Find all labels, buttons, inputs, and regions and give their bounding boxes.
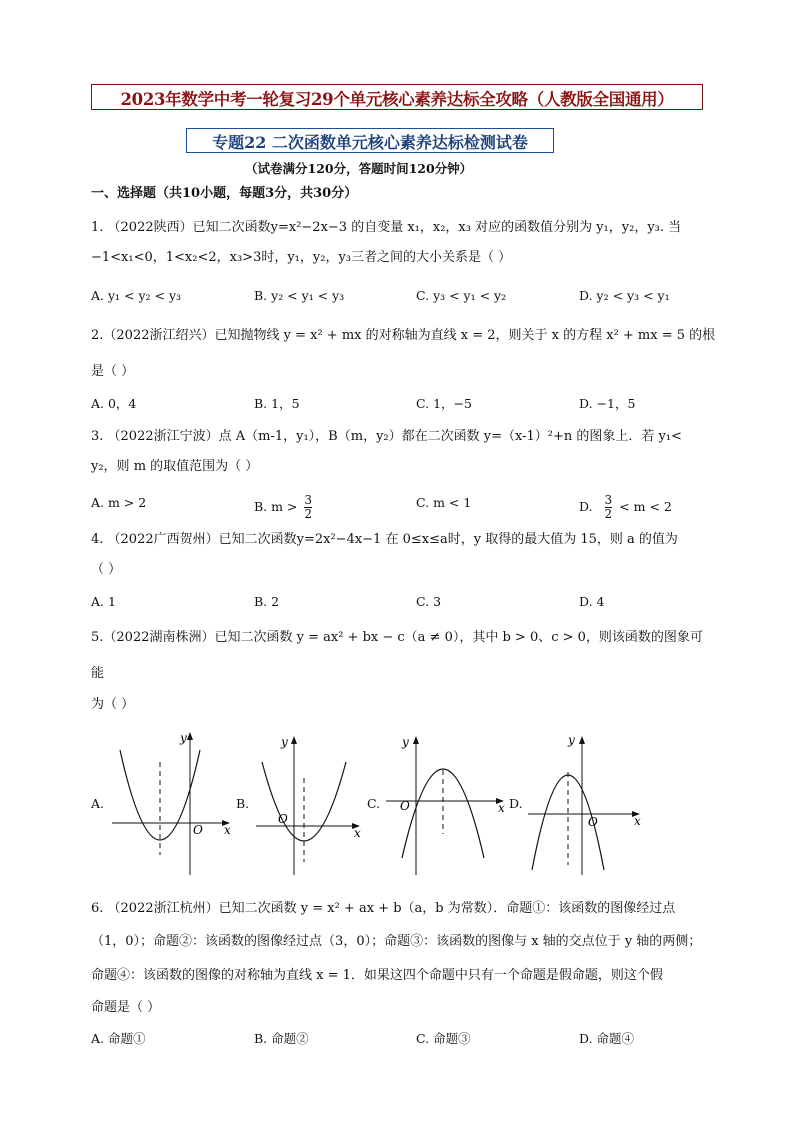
q2-line2: 是（ ） [91,364,135,379]
q1-line2: −1<x₁<0，1<x₂<2，x₃>3时，y₁，y₂，y₃三者之间的大小关系是（ ） [91,250,512,265]
x-axis-label: x [634,814,641,828]
q1-line1: 1. （2022陕西）已知二次函数y=x²−2x−3 的自变量 x₁，x₂，x₃ 对应的函数值分别为 y₁，y₂，y₃. 当 [91,220,682,235]
q6-line3: 命题④：该函数的图像的对称轴为直线 x = 1．如果这四个命题中只有一个命题是假命题，则这个假 [91,968,663,983]
origin-label: O [588,815,598,829]
section-heading: 一、选择题（共10小题，每题3分，共30分） [91,186,358,201]
q3-option-d-prefix: D. [579,499,593,514]
q5-option-d-label[interactable]: D. [509,796,523,811]
q6-line2: （1，0）；命题②：该函数的图像经过点（3，0）；命题③：该函数的图像与 x 轴的交点位于 y 轴的两侧； [91,934,702,949]
q6-option-a[interactable]: A. 命题① [91,1031,146,1046]
q5-option-a-label[interactable]: A. [91,796,105,811]
q1-option-d[interactable]: D. y₂ < y₃ < y₁ [579,288,670,303]
x-axis-label: x [224,823,231,837]
q3-option-c[interactable]: C. m < 1 [416,495,472,510]
q3-option-b-fraction: $\frac{3}{2}$ [304,493,313,521]
q5-line3: 为（ ） [91,697,135,712]
origin-label: O [193,823,203,837]
q3-option-d-suffix: < m < 2 [619,499,672,514]
q1-option-c[interactable]: C. y₃ < y₁ < y₂ [416,288,507,303]
q3-option-a[interactable]: A. m > 2 [91,495,147,510]
q3-line2: y₂，则 m 的取值范围为（ ） [91,459,259,474]
q4-option-b[interactable]: B. 2 [254,594,280,609]
q4-line2: （ ） [91,562,122,577]
q4-option-c[interactable]: C. 3 [416,594,442,609]
y-axis-arrow-icon [187,732,193,740]
q2-option-d[interactable]: D. −1，5 [579,396,636,411]
title-box [91,84,703,110]
q5-line1: 5.（2022湖南株洲）已知二次函数 y = ax² + bx − c（a ≠ 0），其中 b > 0、c > 0，则该函数的图象可 [91,630,703,645]
page-subtitle: 专题22 二次函数单元核心素养达标检测试卷 [212,133,528,152]
origin-label: O [278,812,288,826]
q4-option-d[interactable]: D. 4 [579,594,605,609]
q3-option-b[interactable] [254,494,312,521]
x-axis-label: x [498,801,505,815]
q2-option-c[interactable]: C. 1，−5 [416,396,472,411]
q3-option-d-fraction: $\frac{3}{2}$ [604,493,613,521]
y-axis-arrow-icon [579,736,585,744]
q5-graph-b[interactable] [248,730,368,880]
q5-graph-d[interactable] [522,730,652,880]
origin-label: O [400,799,410,813]
page-title: 2023年数学中考一轮复习29个单元核心素养达标全攻略（人教版全国通用） [120,90,674,109]
q5-graph-a[interactable] [104,730,244,880]
q5-option-b-label[interactable]: B. [236,796,250,811]
q2-option-b[interactable]: B. 1，5 [254,396,300,411]
q3-option-b-prefix: B. m > [254,499,298,514]
q6-option-d[interactable]: D. 命题④ [579,1031,635,1046]
y-axis-arrow-icon [413,736,419,744]
q5-option-c-label[interactable]: C. [367,796,381,811]
q3-option-d[interactable] [579,494,672,521]
q5-graph-c[interactable] [380,730,510,880]
q6-option-c[interactable]: C. 命题③ [416,1031,471,1046]
y-axis-label: y [180,731,187,745]
q6-line1: 6. （2022浙江杭州）已知二次函数 y = x² + ax + b（a，b 为常数）．命题①：该函数的图像经过点 [91,901,676,916]
q1-option-b[interactable]: B. y₂ < y₁ < y₃ [254,288,345,303]
q2-line1: 2.（2022浙江绍兴）已知抛物线 y = x² + mx 的对称轴为直线 x = 2，则关于 x 的方程 x² + mx = 5 的根 [91,328,716,343]
q6-line4: 命题是（ ） [91,1000,161,1015]
x-axis-label: x [354,826,361,840]
q5-line2: 能 [91,666,105,681]
q2-option-a[interactable]: A. 0，4 [91,396,137,411]
q4-line1: 4. （2022广西贺州）已知二次函数y=2x²−4x−1 在 0≤x≤a时，y 取得的最大值为 15，则 a 的值为 [91,532,678,547]
q4-option-a[interactable]: A. 1 [91,594,116,609]
q6-option-b[interactable]: B. 命题② [254,1031,309,1046]
q3-line1: 3. （2022浙江宁波）点 A（m-1，y₁），B（m，y₂）都在二次函数 y=（x-1）²+n 的图象上．若 y₁< [91,429,682,444]
q1-option-a[interactable]: A. y₁ < y₂ < y₃ [91,288,182,303]
y-axis-label: y [402,735,409,749]
parabola [262,762,346,841]
y-axis-arrow-icon [291,736,297,744]
subtitle-box [186,128,554,153]
y-axis-label: y [281,735,288,749]
exam-note: （试卷满分120分，答题时间120分钟） [245,161,473,176]
y-axis-label: y [568,733,575,747]
